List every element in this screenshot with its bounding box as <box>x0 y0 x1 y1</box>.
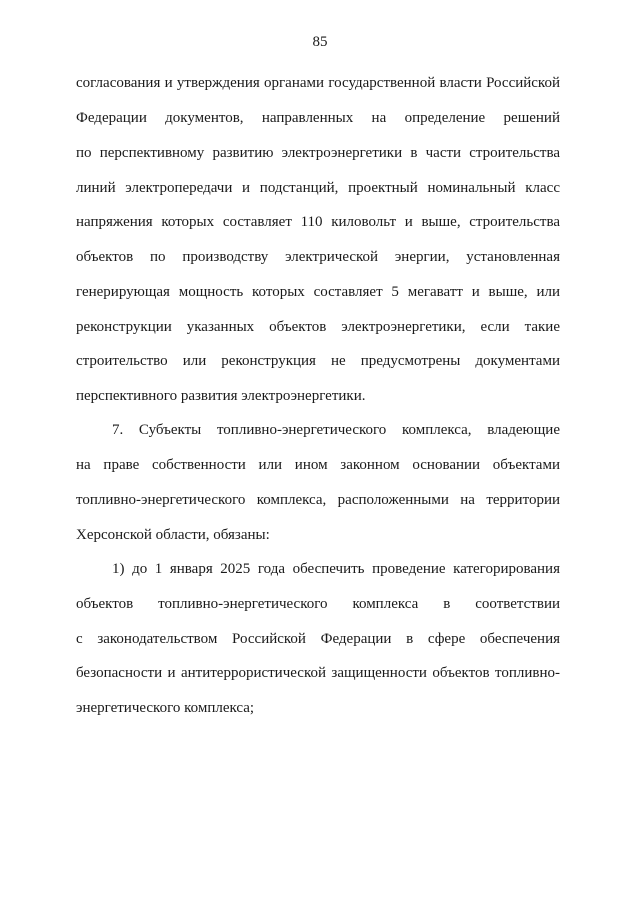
text-line: Херсонской области, обязаны: <box>76 527 270 543</box>
page-number: 85 <box>312 34 328 50</box>
paragraph-7-first-line: 7. Субъекты топливно-энергетического комплекса, владеющие <box>112 422 560 438</box>
text-line: реконструкции указанных объектов электроэнергетики, если такие <box>76 319 560 335</box>
text-line: объектов по производству электрической энергии, установленная <box>76 249 560 265</box>
text-line: объектов топливно-энергетического комплекса в соответствии <box>76 596 560 612</box>
text-line: строительство или реконструкция не предусмотрены документами <box>76 353 560 369</box>
text-line: топливно-энергетического комплекса, расположенными на территории <box>76 492 560 508</box>
text-line: напряжения которых составляет 110 киловольт и выше, строительства <box>76 214 560 230</box>
text-line: Федерации документов, направленных на определение решений <box>76 110 560 126</box>
text-line: линий электропередачи и подстанций, проектный номинальный класс <box>76 180 560 196</box>
text-line: согласования и утверждения органами государственной власти Российской <box>76 75 560 91</box>
text-line: на праве собственности или ином законном основании объектами <box>76 457 560 473</box>
text-line: по перспективному развитию электроэнергетики в части строительства <box>76 145 560 161</box>
text-line: перспективного развития электроэнергетики. <box>76 388 366 404</box>
text-line: с законодательством Российской Федерации в сфере обеспечения <box>76 631 560 647</box>
text-line: безопасности и антитеррористической защищенности объектов топливно- <box>76 665 560 681</box>
item-1-first-line: 1) до 1 января 2025 года обеспечить проведение категорирования <box>112 561 560 577</box>
text-line: энергетического комплекса; <box>76 700 255 716</box>
text-line: генерирующая мощность которых составляет 5 мегаватт и выше, или <box>76 284 560 300</box>
